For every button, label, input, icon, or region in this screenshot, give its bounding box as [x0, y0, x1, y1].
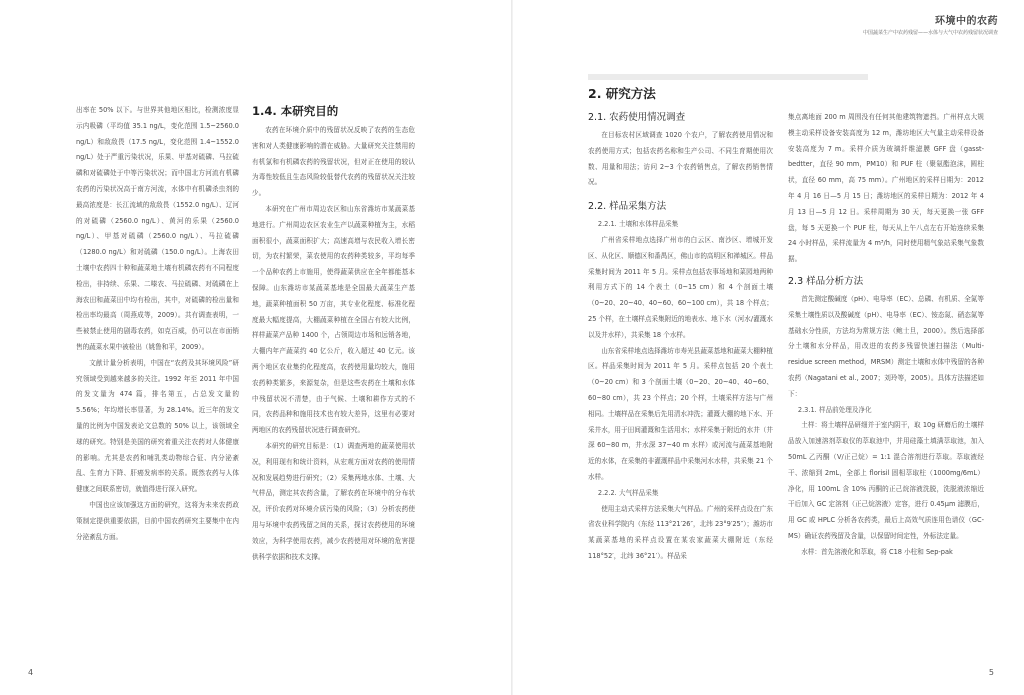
- paragraph: 首先测定酸碱度（pH）、电导率（EC）、总磷、有机质、全氮等采集土壤性质以及酸碱度（pH）、电导率（EC）、铵态氮、硝态氮等基础水分性质，方法均为常规方法（鲍士旦，2000）。然后选择部分土壤和水分样品，用改进的农药多残留快速扫描法（Multi-residue screen method，MRSM）测定土壤和水体中残留的各种农药（Nagatani et al., 2007；刘玲等，2005）。具体方法描述如下：: [788, 294, 984, 398]
- section-heading-2-1: 2.1. 农药使用情况调查: [588, 112, 686, 123]
- paragraph: 广州省采样地点选择广州市的白云区、南沙区、增城开发区、从化区、顺德区和番禺区，佛山市的高明区和禅城区。样品采集时间为 2011 年 5 月。采样点包括农事场地和菜园地两种利用方式下的 14 个表土（0~15 cm）和 4 个剖面土壤（0~20、20~40、40~60、60~100 cm），共 18 个样点；25 个样，在土壤样点采集附近的地表水、地下水（河水/灌溉水以及井水样），共采集 18 个水样。: [588, 235, 773, 339]
- subsection-heading-2-3-1: 2.3.1. 样品前处理及净化: [797, 405, 872, 414]
- paragraph: 出率在 50% 以下。与世界其他地区相比，检测浓度显示内吸磷（平均值 35.1 ng/L，变化范围 1.5~2560.0 ng/L）和敌敌畏（17.5 ng/L，变化范围 1.4~1552.0 ng/L）处于严重污染状况，乐果、甲基对硫磷、马拉硫磷和对硫磷处于中等污染状况；而中国北方河流有机磷农药的污染状况高于南方河流，水体中有机磷杀虫剂的最高浓度是：长江流域的敌敌畏（1552.0 ng/L）、辽河的对硫磷（2560.0 ng/L）、黄河的乐果（2560.0 ng/L）、甲基对硫磷（2560.0 ng/L）、马拉硫磷（1280.0 ng/L）和对硫磷（150.0 ng/L）。上海农田土壤中农药四十种和蔬菜地土壤有机磷农药有不同程度检出，非持续、乐果、二嗪农、马拉硫磷、对硫磷在上海农田和蔬菜田中均有检出，其中，对硫磷的检出量和检出率均最高（周燕成等，2009）。共有调查表明，一些被禁止使用的剧毒农药，如克百威，仍可以在市面销售的蔬菜水果中被检出（姚鲁和平，2009）。: [76, 106, 239, 351]
- running-head-title: 环境中的农药: [935, 16, 998, 27]
- section-title-block: [588, 74, 868, 102]
- paragraph: 在目标农村区域调查 1020 个农户，了解农药使用情况和农药使用方式；包括农药名称和生产公司、不同生育期使用次数、用量和用法；访问 2~3 个农药销售点，了解农药销售情况。: [588, 131, 773, 187]
- right-page: [512, 0, 1024, 695]
- paragraph: 中国也应该加强这方面的研究，这将为未来农药政策制定提供重要依据，目前中国农药研究主要集中在内分泌紊乱方面。: [76, 500, 239, 541]
- section-title: 2. 研究方法: [588, 86, 656, 101]
- section-heading-1-4: 1.4. 本研究目的: [252, 104, 339, 118]
- paragraph: 文献计量分析表明，中国在“农药及其环境风险”研究领域受到越来越多的关注。1992 年至 2011 年中国的发文量为 474 篇，排名第五，占总发文量的 5.56%；年均增长率显著，为 28.14%。近三年的发文量的比例为中国发表论文总数的 50% 以上，该领域全球的研究。特别是美国的研究着重关注农药对人体健康的影响。尤其是农药和哺乳类动物综合征、内分泌紊乱、生育力下降、肝癌发病率的关系。既然农药与人体健康之间联系密切，就值得进行深入研究。: [76, 358, 239, 494]
- right-column-2: [788, 110, 984, 630]
- right-column-1: [588, 110, 773, 630]
- subsection-heading-2-2-2: 2.2.2. 大气样品采集: [597, 488, 659, 497]
- paragraph: 本研究的研究目标是：（1）调查两地的蔬菜使用状况，利用现有和统计资料，从宏观方面对农药的使用情况和发展趋势进行研究；（2）采集两地水体、土壤、大气样品，测定其农药含量，了解农药在环境中的分布状况，评价农药对环境介质污染的风险；（3）分析农药使用与环境中农药残留之间的关系，探讨农药使用的环境效应，为科学使用农药，减少农药使用对环境的危害提供科学依据和技术支撑。: [252, 441, 415, 561]
- left-column-1: [76, 103, 239, 545]
- paragraph: 使用主动式采样方法采集大气样品。广州的采样点设在广东省农业科学院内（东经 113°21′26″，北纬 23°9′25″）；潍坊市某蔬菜基地的采样点设置在某农家蔬菜大棚附近（东经 118°52′，北纬 36°21′）。样品采: [588, 504, 773, 560]
- section-heading-2-2: 2.2. 样品采集方法: [588, 201, 667, 213]
- running-head: [863, 12, 998, 36]
- subsection-heading-2-2-1: 2.2.1. 土壤和水体样品采集: [597, 220, 679, 229]
- left-column-2: [252, 103, 415, 573]
- section-heading-2-3: 2.3 样品分析方法: [788, 275, 864, 287]
- paragraph: 农药在环境介质中的残留状况反映了农药的生态危害和对人类健康影响的潜在威胁。大量研究关注禁用的有机氯和有机磷农药的残留状况，但对正在使用的较认为毒性较低且生态风险较低替代农药的残留状况关注较少。: [252, 126, 415, 198]
- running-head-subtitle: 中国蔬菜生产中农药残留——水体与大气中农药残留状况调查: [862, 30, 998, 36]
- paragraph: 集点离地面 200 m 周围没有任何其他建筑物遮挡。广州样点大规模主动采样设备安装高度为 12 m，潍坊地区大气量主动采样设备安装高度为 7 m。采样介质为玻璃纤维滤膜 GFF 盘（gasst-bedtter，直径 90 mm，PM10）和 PUF 柱（聚氨酯泡沫，圆柱状，直径 60 mm，高 75 mm）。广州地区的采样日期为：2012 年 4 月 16 日—5 月 15 日；潍坊地区的采样日期为：2012 年 4 月 13 日—5 月 12 日。采样周期为 30 天，每天更换一张 GFF 盘，每 5 天更换一个 PUF 柱，每天从上午八点左右开始连续采集 24 小时样品，采样流量为 4 m³/h，同时使用精气象站采集气象数据。: [788, 113, 984, 264]
- section-title-bar: [588, 74, 868, 80]
- paragraph: 本研究在广州市周边农区和山东省潍坊市某蔬菜基地进行。广州周边农区农业生产以蔬菜种植为主，水稻面积很小，蔬菜面积扩大；高速高增与农民收入增长密切，为农村繁荣，菜农使用的农药种类较多，平均每季一个品种农药上市施用，使得蔬菜供应在全年都能基本保障。山东潍坊市某蔬菜基地是全国最大蔬菜生产基地，蔬菜种植面积 50 万亩，其专业化程度、标准化程度最大幅度提高，大棚蔬菜种植在全国占有较大比例，样样蔬菜产品种 1400 个，占领周边市场和远销各地，大棚内年产蔬菜约 40 亿公斤，收入超过 40 亿元。该两个地区农业集约化程度高，农药使用量均较大，施用农药种类繁多，来源复杂，但是这些农药在土壤和水体中残留状况不清楚，由于气候、土壤和耕作方式的不同，农药品种和施用技术也有较大差异，这里有必要对两地区的农药残留状况进行调查研究。: [252, 204, 415, 435]
- paragraph: 水样：首先溶液化和萃取，将 C18 小柱和 Sep-pak: [801, 547, 953, 556]
- page-number-left: 4: [28, 668, 34, 677]
- paragraph: 土样：将土壤样品研细并于室内阴干，取 10g 研磨后的土壤样品放入加速溶剂萃取仪的萃取池中，并用硅藻土填满萃取池，加入 50mL 乙丙酮（V/正己烷）= 1:1 混合溶剂进行萃取。萃取液经干、浓缩到 2mL，全部上 florisil 固相萃取柱（1000mg/6mL）净化，用 100mL 含 10% 丙酮的正己烷溶液洗脱，洗脱液浓缩近干后加入 GC 定溶剂（正己烷溶液）定容，进行 0.45μm 滤膜后，用 GC 或 HPLC 分析各农药类，最后上高效气质连用色谱仪（GC-MS）确证农药残留及含量，以保留时间定性，外标法定量。: [788, 421, 984, 540]
- page-number-right: 5: [988, 668, 994, 677]
- paragraph: 山东省采样地点选择潍坊市寿光县蔬菜基地和蔬菜大棚种植区。样品采集时间为 2011 年 5 月。采样点包括 20 个表土（0~20 cm）和 3 个剖面土壤（0~20、20~40、40~60、60~80 cm），共 23 个样点；20 个样，土壤采样方法与广州相同。土壤样品在采集后先用清水冲洗；灌溉大棚的地下水、开采井水，用于田间灌溉和生活用水；水样采集于附近的水井（井深 60~80 m，井水深 37~40 m 水样）或河流与蔬菜基地附近的水体，在采集的非灌溉样品中采集河水水样，共采集 21 个水样。: [588, 346, 773, 481]
